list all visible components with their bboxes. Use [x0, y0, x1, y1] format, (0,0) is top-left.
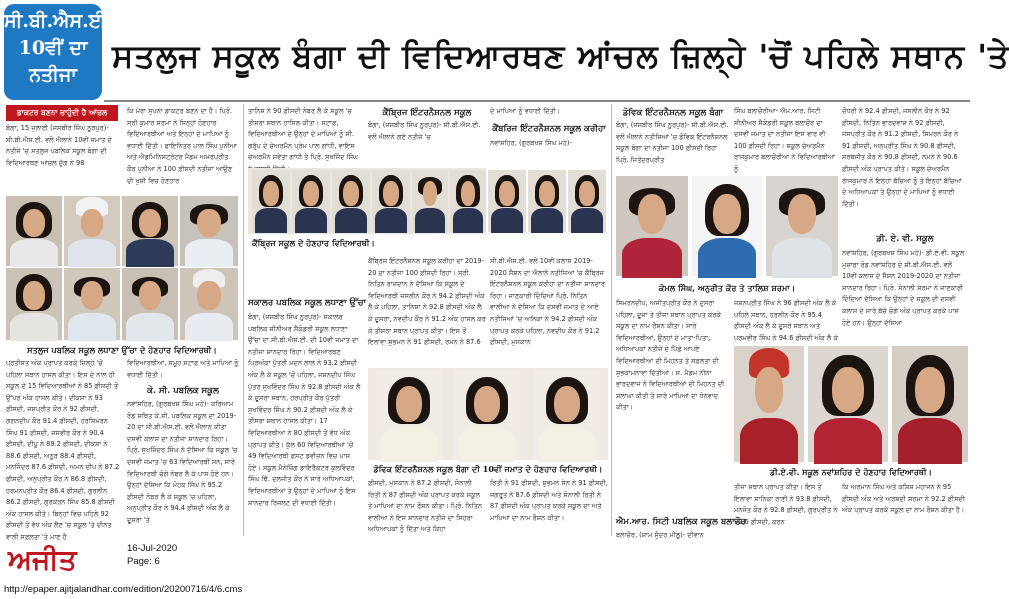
article-text: ਨਵਾਂਸ਼ਹਿਰ, (ਗੁਰਬਖਸ਼ ਸਿੰਘ ਮਹੇ)- ਕਰਿਆਮ ਰੋਡ ਸਥਿਤ ਕੇ.ਸੀ. ਪਬਲਿਕ ਸਕੂਲ ਦਾ 2019-20 ਦਾ ਸੀ.ਬੀ.ਐਸ.ਈ. ਵਲੋਂ ਐਲਾਨ ਕੀਤਾ ਦਸਵੀਂ ਕਲਾਸ ਦਾ ਨਤੀਜਾ ਸ਼ਾਨਦਾਰ ਰਿਹਾ। ਪ੍ਰਿੰ. ਸੁਖਜਿੰਦਰ ਸਿੰਘ ਨੇ ਦੱਸਿਆ ਕਿ ਸਕੂਲ 'ਚ ਦਸਵੀਂ ਜਮਾਤ 'ਚ 63 ਵਿਦਿਆਰਥੀ ਸਨ, ਸਾਰੇ ਵਿਦਿਆਰਥੀ ਚੰਗੇ ਨੰਬਰ ਲੈ ਕੇ ਪਾਸ ਹੋਏ ਹਨ। ਉਨ੍ਹਾਂ ਦੱਸਿਆ ਕਿ ਮੋਹਕ ਸਿੰਘ ਨੇ 95.2 ਫ਼ੀਸਦੀ ਨੰਬਰ ਲੈ ਕੇ ਸਕੂਲ 'ਚ ਪਹਿਲਾ, ਅਨੁਪ੍ਰੀਤ ਕੌਰ ਨੇ 94.4 ਫ਼ੀਸਦੀ ਅੰਕ ਲੈ ਕੇ ਦੂਸਰਾ 'ਤੇ: [127, 400, 238, 524]
student-photo: [734, 346, 804, 462]
section-heading: ਡੀ. ਏ. ਵੀ. ਸਕੂਲ: [876, 234, 934, 244]
student-photo: [332, 170, 370, 232]
article-text: ਬਲਾਚੌਰ, (ਸ਼ਾਮ ਸੁੰਦਰ ਮੀਲੂ)- ਦੀਵਾਨ: [616, 531, 704, 539]
article-text: ਵਿਦਿਆਰਥੀਆਂ, ਸਮੂਹ ਸਟਾਫ਼ ਅਤੇ ਮਾਪਿਆਂ ਨੂੰ ਵਧਾਈ ਦਿੱਤੀ।: [127, 359, 239, 379]
article-text: ਚੌਧਰੀ ਨੇ 92.4 ਫ਼ੀਸਦੀ, ਜਸਲੀਨ ਕੌਰ ਨੇ 92 ਫ਼ੀਸਦੀ, ਨਿਤਿਨ ਭਾਰਦਵਾਜ ਨੇ 92 ਫ਼ੀਸਦੀ, ਜਸਪ੍ਰੀਤ ਕੌਰ ਨੇ 91.2 ਫ਼ੀਸਦੀ, ਸਿਮਰਨ ਕੌਰ ਨੇ 91 ਫ਼ੀਸਦੀ, ਅਨਪ੍ਰੀਤ ਸਿੰਘ ਨੇ 90.8 ਫ਼ੀਸਦੀ, ਸਰਬਜੀਤ ਕੌਰ ਨੇ 90.8 ਫ਼ੀਸਦੀ, ਨਮਨ ਨੇ 90.6 ਫ਼ੀਸਦੀ ਅੰਕ ਪ੍ਰਾਪਤ ਕੀਤੇ। ਸਕੂਲ ਚੇਅਰਮੈਨ ਰਾਜਕੁਮਾਰ ਨੇ ਇਨ੍ਹਾਂ ਬੱਚਿਆਂ ਨੂੰ ਤੇ ਇਨ੍ਹਾਂ ਬੱਚਿਆਂ ਦੇ ਅਧਿਆਪਕਾਂ ਤੇ ਉਨ੍ਹਾਂ ਦੇ ਮਾਪਿਆਂ ਨੂੰ ਵਧਾਈ ਦਿੱਤੀ।: [842, 107, 962, 208]
student-photo: [528, 170, 566, 232]
student-photo: [616, 176, 688, 276]
student-photo: [766, 176, 838, 276]
photo-caption: ਡੀ.ਏ.ਵੀ. ਸਕੂਲ ਨਵਾਂਸ਼ਹਿਰ ਦੇ ਹੋਣਹਾਰ ਵਿਦਿਆਰਥੀ।: [769, 467, 933, 477]
student-photo: [892, 346, 968, 462]
article-text: ਬੰਗਾ, 15 ਜੁਲਾਈ (ਜਸਬੀਰ ਸਿੰਘ ਨੂਰਪੁਰ)- ਸੀ.ਬੀ.ਐਸ.ਈ. ਵਲੋਂ ਐਲਾਨੇ 10ਵੀਂ ਜਮਾਤ ਦੇ ਨਤੀਜੇ 'ਚ ਸਤਲੁਜ ਪਬਲਿਕ ਸਕੂਲ ਬੰਗਾ ਦੀ ਵਿਦਿਆਰਥਣ ਆਂਚਲ ਦੁੱਗ ਨੇ 98: [6, 124, 112, 167]
edition-date: 16-Jul-2020: [127, 543, 178, 554]
article-text: ਬੰਗਾ, (ਜਸਬੀਰ ਸਿੰਘ ਨੂਰਪੁਰ)- ਸੀ.ਬੀ.ਐਸ.ਈ. ਵਲੋਂ ਐਲਾਨੇ ਗਏ ਨਤੀਜੇ 'ਚ: [368, 121, 481, 141]
article-text: ਕਿ ਅਰਮਾਨ ਸਿੰਘ ਅਤੇ ਕਸ਼ਿਸ਼ ਮਹਾਜਨ ਨੇ 95 ਫ਼ੀਸਦੀ ਅੰਕ ਅਤੇ ਅਰਸ਼ਦੀ ਸ਼ਰਮਾ ਨੇ 92.2 ਫ਼ੀਸਦੀ ਅੰਕ ਪ੍ਰਾਪਤ ਕਰਕੇ ਸਕੂਲ ਦਾ ਨਾਮ ਰੌਸ਼ਨ ਕੀਤਾ ਹੈ।: [842, 483, 965, 515]
student-photo: [6, 268, 62, 340]
article-text: ਨਵਾਂਸ਼ਹਿਰ, (ਗੁਰਬਖਸ਼ ਸਿੰਘ ਮਹੇ)- ਡੀ.ਏ.ਵੀ. ਸਕੂਲ ਮੁਜ਼ਾਰਾ ਰੋਡ ਨਵਾਂਸ਼ਹਿਰ ਦੇ ਸੀ.ਬੀ.ਐਸ.ਈ. ਵਲੋਂ 10ਵੀਂ ਕਲਾਸ ਦੇ ਸੈਸ਼ਨ 2019-2020 ਦਾ ਨਤੀਜਾ ਸ਼ਾਨਦਾਰ ਰਿਹਾ। ਪ੍ਰਿੰ. ਸੋਨਾਲੀ ਸ਼ਰਮਾ ਨੇ ਜਾਣਕਾਰੀ ਦਿੰਦਿਆਂ ਦੱਸਿਆ ਕਿ ਉਨ੍ਹਾਂ ਦੇ ਸਕੂਲ ਦੀ ਦਸਵੀਂ ਕਲਾਸ ਦੇ ਸਾਰੇ ਬੱਚੇ ਚੰਗੇ ਅੰਕ ਪ੍ਰਾਪਤ ਕਰਕੇ ਪਾਸ ਹੋਏ ਹਨ। ਉਨ੍ਹਾਂ ਦੱਸਿਆ: [842, 249, 965, 327]
article-text: ਸਿੰਘ ਬਲਾਚੌਰੀਆ- ਐਮ.ਆਰ. ਸਿਟੀ ਸੀਨੀਅਰ ਸੈਕੰਡਰੀ ਸਕੂਲ ਬਲਾਚੌਰ ਦਾ ਦਸਵੀਂ ਜਮਾਤ ਦਾ ਨਤੀਜਾ ਇਸ ਵਾਰ ਵੀ 100 ਫ਼ੀਸਦੀ ਰਿਹਾ। ਸਕੂਲ ਚੇਅਰਮੈਨ ਰਾਜਕੁਮਾਰ ਬਲਾਚੌਰੀਆ ਨੇ ਵਿਦਿਆਰਥੀਆਂ ਨੂੰ: [734, 107, 836, 173]
student-photo: [252, 170, 290, 232]
student-photo: [122, 268, 178, 340]
student-photo: [534, 370, 600, 460]
student-photo: [454, 370, 520, 460]
badge-line: 10ਵੀਂ ਦਾ: [18, 37, 88, 59]
student-photo: [376, 370, 442, 460]
article-text: ਰਿਤੀ ਨੇ 91 ਫ਼ੀਸਦੀ, ਸ਼ੁਭਮਨ ਸੇਨ ਨੇ 91 ਫ਼ੀਸਦੀ, ਜਗਰੂਤ ਨੇ 87.6 ਫ਼ੀਸਦੀ ਅਤੇ ਸੋਨਾਲੀ ਰਿਤੀ ਨੇ 87 ਫ਼ੀਸਦੀ ਅੰਕ ਪ੍ਰਾਪਤ ਕਰਕੇ ਸਕੂਲ ਦਾ ਅਤੇ ਮਾਪਿਆਂ ਦਾ ਨਾਮ ਰੌਸ਼ਨ ਕੀਤਾ।: [490, 479, 608, 522]
section-redbar: ਡਾਕਟਰ ਬਣਨਾ ਚਾਹੁੰਦੀ ਹੈ ਆਂਚਲ: [6, 105, 118, 121]
student-photo: [372, 170, 410, 232]
section-heading: ਡੋਵਿਕ ਇੰਟਰਨੈਸ਼ਨਲ ਸਕੂਲ ਬੰਗਾ: [622, 108, 724, 118]
article-text: ਨਵਾਂਸ਼ਹਿਰ, (ਗੁਰਬਖਸ਼ ਸਿੰਘ ਮਹੇ)-: [490, 139, 572, 147]
article-text: ਤੀਜਾ ਸਥਾਨ ਪ੍ਰਾਪਤ ਕੀਤਾ। ਇਸ ਤੋਂ ਇਲਾਵਾ ਸ਼ਾਨਿਕਾ ਰਾਣੀ ਨੇ 93.8 ਫ਼ੀਸਦੀ, ਮਨਜੋਤ ਕੌਰ ਨੇ 92.8 ਫ਼ੀਸਦੀ, ਗੁਰਪ੍ਰੀਤ ਨੇ 92.6 ਫ਼ੀਸਦੀ, ਕਰਨ: [734, 483, 838, 526]
article-text: ਫ਼ੀਸਦੀ, ਮੁਸਕਾਨ ਨੇ 87.2 ਫ਼ੀਸਦੀ, ਸੋਨਾਲੀ ਰਿਤੀ ਨੇ 87 ਫ਼ੀਸਦੀ ਅੰਕ ਪ੍ਰਾਪਤ ਕਰਕੇ ਸਕੂਲ ਤੇ ਮਾਪਿਆਂ ਦਾ ਨਾਮ ਰੌਸ਼ਨ ਕੀਤਾ। ਪ੍ਰਿੰ. ਨਿਤਿਨ ਵਾਲੀਆ ਨੇ ਇਸ ਸ਼ਾਨਦਾਰ ਨਤੀਜੇ ਦਾ ਸਿਹਰਾ ਅਧਿਆਪਕਾਂ ਨੂੰ ਦਿੱਤਾ ਅਤੇ ਕਿਹਾ: [368, 479, 483, 534]
photo-caption: ਸਤਲੁਜ ਪਬਲਿਕ ਸਕੂਲ ਲਧਾਣਾ ਉੱਚਾ ਦੇ ਹੋਣਹਾਰ ਵਿਦਿਆਰਥੀ।: [27, 345, 217, 355]
student-photo: [122, 196, 178, 266]
article-text: ਪ੍ਰਤੀਸ਼ਤ ਅੰਕ ਪ੍ਰਾਪਤ ਕਰਕੇ ਜ਼ਿਲ੍ਹੇ 'ਚੋਂ ਪਹਿਲਾ ਸਥਾਨ ਹਾਸਲ ਕੀਤਾ। ਇਸ ਦੇ ਨਾਲ ਹੀ ਸਕੂਲ ਦੇ 15 ਵਿਦਿਆਰਥੀਆਂ ਨੇ 85 ਫ਼ੀਸਦੀ ਤੋਂ ਉੱਪਰ ਅੰਕ ਹਾਸਲ ਕੀਤੇ। ਦੀਕਸ਼ਾ ਨੇ 93 ਫ਼ੀਸਦੀ, ਜਸਪ੍ਰੀਤ ਕੌਰ ਨੇ 92 ਫ਼ੀਸਦੀ, ਗਗਨਦੀਪ ਕੌਰ 91.4 ਫ਼ੀਸਦੀ, ਹਰਸਿਮਰਨ ਸਿੰਘ 91 ਫ਼ੀਸਦੀ, ਜਸਵੀਰ ਕੌਰ ਨੇ 90.4 ਫ਼ੀਸਦੀ, ਦੀਪੂ ਨੇ 89.2 ਫ਼ੀਸਦੀ, ਦੀਕਸ਼ਾ ਨੇ 88.6 ਫ਼ੀਸਦੀ, ਅਨੂਰ 88.4 ਫ਼ੀਸਦੀ, ਮਨਜਿੰਦਰ 87.6 ਫ਼ੀਸਦੀ, ਅਮਨ ਦੀਪ ਨੇ 87.2 ਫ਼ੀਸਦੀ, ਅਨੁਪ੍ਰੀਤ ਕੌਰ ਨੇ 86.8 ਫ਼ੀਸਦੀ, ਹਰਮਨਪ੍ਰੀਤ ਕੌਰ 86.4 ਫ਼ੀਸਦੀ, ਗੁਰਲੀਨ 86.2 ਫ਼ੀਸਦੀ, ਗੁਰਕਰਨ ਸਿੰਘ 85.8 ਫ਼ੀਸਦੀ ਅੰਕ ਹਾਸਲ ਕੀਤੇ। ਬਿਨ੍ਹਾਂ ਵਿਚ ਪਹਿਲੇ 92 ਫ਼ੀਸਦੀ ਤੋਂ ਵੱਧ ਅੰਕ ਲੈਣ 'ਚ ਸਕੂਲ 'ਤੇ ਦੀਨਤ ਵਾਲੀ ਸਫ਼ਲਤਾ 'ਤੇ ਮਾਣ ਹੈ: [6, 359, 120, 541]
student-photo: [568, 170, 606, 232]
badge-line: ਨਤੀਜਾ: [29, 64, 77, 86]
article-text: ਦੇ ਮਾਪਿਆਂ ਨੂੰ ਵਧਾਈ ਦਿੱਤੀ।: [490, 107, 561, 115]
photo-caption: ਕੋਮਲ ਸਿੰਘ, ਅਨੁਰੀਤ ਕੌਰ ਤੇ ਤਾਲਿਸ਼ ਸ਼ਰਮਾ।: [658, 283, 796, 293]
article-text: ਕੈਂਬ੍ਰਿਜ ਇੰਟਰਨੈਸ਼ਨਲ ਸਕੂਲ ਕਰੀਹਾ ਦਾ 2019-20 ਦਾ ਨਤੀਜਾ 100 ਫ਼ੀਸਦੀ ਰਿਹਾ। ਸ੍ਰੀ. ਨਿਤਿਨ ਰਾਜ਼ਦਾਨ ਨੇ ਦੱਸਿਆ ਕਿ ਸਕੂਲ ਦੇ ਵਿਦਿਆਰਥੀ ਜਸਲੀਨ ਕੌਰ ਨੇ 94.2 ਫ਼ੀਸਦੀ ਅੰਕ ਲੈ ਕੇ ਪਹਿਲਾ, ਤਾਨਿਸ਼ਾ ਨੇ 92.8 ਫ਼ੀਸਦੀ ਅੰਕ ਲੈ ਕੇ ਦੂਸਰਾ, ਨਵਦੀਪ ਕੌਰ ਨੇ 91.2 ਅੰਕ ਹਾਸਲ ਕਰ ਕੇ ਤੀਸਰਾ ਸਥਾਨ ਪ੍ਰਾਪਤ ਕੀਤਾ। ਇਸ ਤੋਂ ਇਲਾਵਾ ਸ਼ੁਭਮਨ ਨੇ 91 ਫ਼ੀਸਦੀ, ਰਮਨ ਨੇ 87.6: [368, 257, 486, 347]
article-text: ਬੰਗਾ, (ਜਸਬੀਰ ਸਿੰਘ ਨੂਰਪੁਰ)- ਸਕਾਲਰ ਪਬਲਿਕ ਸੀਨੀਅਰ ਸੈਕੰਡਰੀ ਸਕੂਲ ਲਧਾਣਾ ਉੱਚਾ ਦਾ ਸੀ.ਬੀ.ਐਸ.ਈ. ਦੀ 10ਵੀਂ ਜਮਾਤ ਦਾ ਨਤੀਜਾ ਸ਼ਾਨਦਾਰ ਰਿਹਾ। ਵਿਦਿਆਰਥਣ ਪ੍ਰਿਅੰਕਾ ਪੁੱਤਰੀ ਮਦਨ ਲਾਲ ਨੇ 93.2 ਫ਼ੀਸਦੀ ਅੰਕ ਲੈ ਕੇ ਸਕੂਲ 'ਚੋਂ ਪਹਿਲਾ, ਜਸ਼ਨਦੀਪ ਸਿੰਘ ਪੁੱਤਰ ਸੁਖਵਿੰਦਰ ਸਿੰਘ ਨੇ 92.8 ਫ਼ੀਸਦੀ ਅੰਕ ਲੈ ਕੇ ਦੂਸਰਾ ਸਥਾਨ, ਹਰਪ੍ਰੀਤ ਕੌਰ ਪੁੱਤਰੀ ਸੁਖਵਿੰਦਰ ਸਿੰਘ ਨੇ 90.2 ਫ਼ੀਸਦੀ ਅੰਕ ਲੈ ਕੇ ਤੀਸਰਾ ਸਥਾਨ ਹਾਸਲ ਕੀਤਾ। 17 ਵਿਦਿਆਰਥੀਆਂ ਨੇ 80 ਫ਼ੀਸਦੀ ਤੋਂ ਵੱਧ ਅੰਕ ਪ੍ਰਾਪਤ ਕੀਤੇ। ਕੁੱਲ 60 ਵਿਦਿਆਰਥੀਆਂ 'ਚੋਂ 49 ਵਿਦਿਆਰਥੀ ਫਸਟ ਡਵੀਜ਼ਨ ਵਿਚ ਪਾਸ ਹੋਏ। ਸਕੂਲ ਮੈਨੇਜਿੰਗ ਡਾਇਰੈਕਟਰ ਕੁਲਵਿੰਦਰ ਸਿੰਘ ਢਿੱ. ਦਲਜੀਤ ਕੌਰ ਨੇ ਸਾਰੇ ਅਧਿਆਪਕਾਂ, ਵਿਦਿਆਰਥੀਆਂ ਤੇ ਉਨ੍ਹਾਂ ਦੇ ਮਾਪਿਆਂ ਨੂੰ ਇਸ ਸ਼ਾਨਦਾਰ ਰਿਜ਼ਲਟ ਦੀ ਵਧਾਈ ਦਿੱਤੀ।: [248, 313, 361, 507]
student-photo: [180, 268, 238, 340]
student-photo: [450, 170, 486, 232]
section-heading: ਕੈਂਬਰਿਜ ਇੰਟਰਨੈਸ਼ਨਲ ਸਕੂਲ ਕਰੀਹਾ: [492, 124, 606, 134]
page-number: Page: 6: [127, 556, 160, 567]
article-text: ਕਿ ਮੇਰਾ ਸੁਪਨਾ ਡਾਕਟਰ ਬਣਨ ਦਾ ਹੈ। ਪ੍ਰਿੰ. ਸ੍ਰੀ ਕੁਮਾਰ ਸ਼ਰਮਾ ਨੇ ਸਿਨ੍ਹਾਂ ਹੋਣਹਾਰ ਵਿਦਿਆਰਥੀਆਂ ਅਤੇ ਇਨ੍ਹਾਂ ਦੇ ਮਾਪਿਆਂ ਨੂੰ ਵਧਾਈ ਦਿੱਤੀ। ਫਾਇਨਿਤਰ ਪਾਲ ਸਿੰਘ ਪੁਨੀਆ ਅਤੇ ਐਡਮਿਨਿਸਟ੍ਰੇਟਰ ਮੈਡਮ ਅਮਰਪ੍ਰੀਤ ਕੌਰ ਪੁਨੀਆ ਨੇ 100 ਫ਼ੀਸਦੀ ਨਤੀਜਾ ਆਉਣ ਦੀ ਖੁਸ਼ੀ ਵਿਚ ਹੋਣਹਾਰ: [127, 107, 237, 185]
badge-line: ਸੀ.ਬੀ.ਐਸ.ਈ.: [4, 10, 113, 32]
student-photo: [64, 196, 120, 266]
result-badge: [4, 4, 113, 100]
edition-url[interactable]: http://epaper.ajitjalandhar.com/edition/20200716/4/6.cms: [4, 584, 243, 595]
student-photo: [64, 268, 120, 340]
article-text: ਬੰਗਾ, (ਜਸਬੀਰ ਸਿੰਘ ਨੂਰਪੁਰ)- ਸੀ.ਬੀ.ਐਸ.ਈ. ਵਲੋਂ ਐਲਾਨੇ ਨਤੀਜਿਆਂ 'ਚ ਡੋਵਿਕ ਇੰਟਰਨੈਸ਼ਨਲ ਸਕੂਲ ਬੰਗਾ ਦਾ ਨਤੀਜਾ 100 ਫ਼ੀਸਦੀ ਰਿਹਾ ਪ੍ਰਿੰ. ਜਿਤੇਂਦਰਪ੍ਰੀਤ: [616, 121, 729, 164]
masthead-rule: [104, 100, 970, 102]
column-divider: [243, 104, 244, 536]
article-text: ਜਸ਼ਨਪ੍ਰੀਤ ਸਿੰਘ ਨੇ 96 ਫ਼ੀਸਦੀ ਅੰਕ ਲੈ ਕੇ ਪਹਿਲੇ ਸਥਾਨ, ਹਰਲੀਨ ਕੌਰ ਨੇ 95.4 ਫ਼ੀਸਦੀ ਅੰਕ ਲੈ ਕੇ ਦੂਸਰੇ ਸਥਾਨ ਅਤੇ ਪਰਮਵੀਰ ਸਿੰਘ ਨੇ 94.6 ਫ਼ੀਸਦੀ ਅੰਕ ਲੈ ਕੇ: [734, 299, 838, 342]
section-heading: ਸਕਾਲਰ ਪਬਲਿਕ ਸਕੂਲ ਲਧਾਣਾ ਉੱਚਾ: [248, 298, 367, 308]
headline: ਸਤਲੁਜ ਸਕੂਲ ਬੰਗਾ ਦੀ ਵਿਦਿਆਰਥਣ ਆਂਚਲ ਜ਼ਿਲ੍ਹੇ 'ਚੋਂ ਪਹਿਲੇ ਸਥਾਨ 'ਤੇ: [112, 37, 1009, 75]
newspaper-logo: ਅਜੀਤ: [8, 543, 77, 576]
photo-caption: ਕੈਂਬ੍ਰਿਜ ਸਕੂਲ ਦੇ ਹੋਣਹਾਰ ਵਿਦਿਆਰਥੀ।: [252, 238, 375, 248]
section-heading: ਕੇ. ਸੀ. ਪਬਲਿਕ ਸਕੂਲ: [147, 386, 219, 396]
student-photo: [488, 170, 526, 232]
student-photo: [692, 176, 762, 276]
student-photo: [292, 170, 330, 232]
article-text: ਤਾਨਿਸ਼ ਨੇ 90 ਫ਼ੀਸਦੀ ਨੰਬਰ ਲੈ ਕੇ ਸਕੂਲ 'ਚ ਤੀਸਰਾ ਸਥਾਨ ਹਾਸਿਲ ਕੀਤਾ। ਸਟਾਫ਼, ਵਿਦਿਆਰਥੀਆਂ ਦੇ ਉਨ੍ਹਾਂ ਦੇ ਮਾਪਿਆਂ ਨੂੰ ਸੀ. ਗਰੁੱਪ ਦੇ ਚੇਅਰਮੈਨ ਪ੍ਰੇਮ ਪਾਲ ਗਾਂਧੀ, ਵਾਇਸ ਚੇਅਰਮੈਨ ਸਵੇਤਾ ਗਾਂਧੀ ਤੇ ਪ੍ਰਿੰ. ਸੁਖਜਿੰਦ ਸਿੰਘ: [248, 107, 359, 162]
student-photo: [6, 196, 62, 266]
student-photo: [808, 346, 888, 462]
photo-caption: ਡੋਵਿਕ ਇੰਟਰਨੈਸ਼ਨਲ ਸਕੂਲ ਬੰਗਾ ਦੀ 10ਵੀਂ ਜਮਾਤ ਦੇ ਹੋਣਹਾਰ ਵਿਦਿਆਰਥੀ।: [373, 464, 603, 474]
student-photo: [180, 196, 238, 266]
section-heading: ਐਮ.ਆਰ. ਸਿਟੀ ਪਬਲਿਕ ਸਕੂਲ ਬਲਾਚੌਰ: [616, 517, 746, 527]
student-photo: [412, 170, 448, 232]
article-text: ਸੀ.ਬੀ.ਐਸ.ਈ. ਵਲੋਂ 10ਵੀਂ ਕਲਾਸ 2019-2020 ਸੈਸ਼ਨ ਦਾ ਐਲਾਨੇ ਨਤੀਜਿਆਂ 'ਚ ਕੈਂਬ੍ਰਿਜ ਇੰਟਰਨੈਸ਼ਨਲ ਸਕੂਲ ਕਰੀਹਾ ਦਾ ਨਤੀਜਾ ਸ਼ਾਨਦਾਰ ਰਿਹਾ। ਜਾਣਕਾਰੀ ਦਿੰਦਿਆਂ ਪ੍ਰਿੰ. ਨਿਤਿਨ ਵਾਲੀਆ ਨੇ ਦੱਸਿਆ ਕਿ ਦਸਵੀਂ ਜਮਾਤ ਦੇ ਆਏ ਨਤੀਜਿਆਂ 'ਚ ਅਨਿਕਾ ਨੇ 94.2 ਫ਼ੀਸਦੀ ਅੰਕ ਪ੍ਰਾਪਤ ਕਰਕੇ ਪਹਿਲਾ, ਨਵਦੀਪ ਕੌਰ ਨੇ 91.2 ਫ਼ੀਸਦੀ, ਮੁਸਕਾਨ: [490, 257, 605, 347]
article-text: ਸਿਮਰਨਦੀਪ, ਅਜੀਤਪ੍ਰੀਤ ਕੌਰ ਨੇ ਦੁਸਰਾ ਪਹਿਲਾ, ਦੂਜਾ ਤੇ ਤੀਜਾ ਸਥਾਨ ਪ੍ਰਾਪਤ ਕਰਕੇ ਸਕੂਲ ਦਾ ਨਾਮ ਰੌਸ਼ਨ ਕੀਤਾ। ਸਾਰੇ ਵਿਦਿਆਰਥੀਆਂ, ਉਨ੍ਹਾਂ ਦੇ ਮਾਤਾ-ਪਿਤਾ, ਅਧਿਆਪਕਾਂ ਨਤੀਜੇ ਦੇ ਪਿੱਛੇ ਆਪਣੇ ਵਿਦਿਆਰਥੀਆਂ ਦੀ ਮਿਹਨਤ ਤੇ ਸਫ਼ਲਤਾ ਦੀ ਸ਼ੁਭਕਾਮਨਾਵਾਂ ਦਿੱਤੀਆਂ। ਸ. ਮੈਡਮ ਨੀਨਾ ਭਾਰਦਵਾਜ ਨੇ ਵਿਦਿਆਰਥੀਆਂ ਦੀ ਮਿਹਨਤ ਦੀ ਸ਼ਲਾਘਾ ਕੀਤੀ ਤੇ ਸਾਰੇ ਮਾਪਿਆਂ ਦਾ ਧੰਨਵਾਦ ਕੀਤਾ।: [616, 299, 725, 412]
column-divider: [611, 104, 612, 536]
section-heading: ਕੈਂਬ੍ਰਿਜ ਇੰਟਰਨੈਸ਼ਨਲ ਸਕੂਲ: [382, 108, 472, 118]
